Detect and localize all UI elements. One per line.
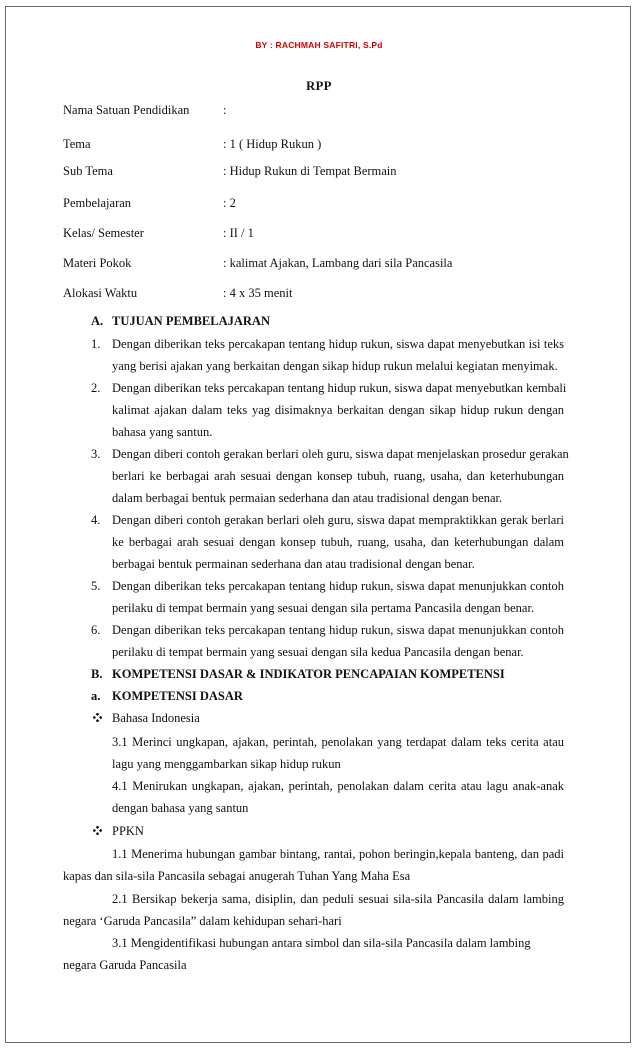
meta-value: : 1 ( Hidup Rukun ) [223,137,322,151]
list-item-line: Dengan diberikan teks percakapan tentang hidup rukun, siswa dapat menyebutkan isi teks [112,337,564,351]
competency-line: 3.1 Mengidentifikasi hubungan antara simbol dan sila-sila Pancasila dalam lambing [112,936,531,950]
list-item-line: yang berisi ajakan yang berkaitan dengan sikap hidup rukun melalui kegiatan menyimak. [112,359,558,373]
meta-value: : [223,103,227,117]
list-item-line: berbagai bentuk permainan sederhana dan atau tradisional dengan benar. [112,557,475,571]
list-item-line: Dengan diberikan teks percakapan tentang hidup rukun, siswa dapat menyebutkan kembali [112,381,567,395]
list-item-number: 6. [91,623,101,637]
meta-row [63,256,583,272]
competency-line: negara ‘Garuda Pancasila” dalam kehidupan sehari-hari [63,914,342,928]
meta-row [63,286,583,302]
list-item-line: Dengan diberikan teks percakapan tentang hidup rukun, siswa dapat menunjukkan contoh [112,623,564,637]
meta-value: : kalimat Ajakan, Lambang dari sila Pancasila [223,256,453,270]
section-a-letter: A. [91,314,104,328]
list-item-line: dalam berbagai bentuk permaian sederhana dan atau tradisional dengan benar. [112,491,503,505]
document-title: RPP [306,79,332,93]
section-a-heading: TUJUAN PEMBELAJARAN [112,314,270,328]
subject-name: Bahasa Indonesia [112,711,200,725]
meta-label: Tema [63,137,91,151]
competency-line: kapas dan sila-sila Pancasila sebagai anugerah Tuhan Yang Maha Esa [63,869,411,883]
meta-row [63,196,583,212]
list-item-line: perilaku di tempat bermain yang sesuai dengan sila pertama Pancasila dengan benar. [112,601,535,615]
meta-label: Sub Tema [63,164,113,178]
competency-line: 3.1 Merinci ungkapan, ajakan, perintah, penolakan yang terdapat dalam teks cerita atau [112,735,564,749]
list-item-number: 4. [91,513,101,527]
list-item-line: berlari ke berbagai arah sesuai dengan konsep tubuh, ruang, usaha, dan keterhubungan [112,469,564,483]
list-item-number: 1. [91,337,101,351]
list-item-line: bahasa yang santun. [112,425,213,439]
list-item-number: 3. [91,447,101,461]
competency-line: 1.1 Menerima hubungan gambar bintang, rantai, pohon beringin,kepala banteng, dan padi [112,847,564,861]
section-b-letter: B. [91,667,103,681]
list-item-number: 2. [91,381,101,395]
list-item-line: Dengan diberi contoh gerakan berlari oleh guru, siswa dapat mempraktikkan gerak berlari [112,513,564,527]
list-item-line: kalimat ajakan dalam teks yag disimaknya berkaitan dengan sikap hidup rukun dengan [112,403,564,417]
meta-row [63,226,583,242]
author-line: BY : RACHMAH SAFITRI, S.Pd [255,40,383,50]
meta-row [63,103,583,119]
meta-row [63,137,583,153]
meta-label: Nama Satuan Pendidikan [63,103,190,117]
list-item-line: Dengan diberi contoh gerakan berlari oleh guru, siswa dapat menjelaskan prosedur gerakan [112,447,569,461]
list-item-line: ke berbagai arah sesuai dengan konsep tubuh, ruang, usaha, dan keterhubungan dalam [112,535,564,549]
list-item-line: perilaku di tempat bermain yang sesuai dengan sila kedua Pancasila dengan benar. [112,645,524,659]
diamond-bullet-icon [93,826,102,835]
meta-value: : Hidup Rukun di Tempat Bermain [223,164,397,178]
competency-line: lagu yang menggambarkan sikap hidup rukun [112,757,341,771]
meta-label: Alokasi Waktu [63,286,138,300]
meta-label: Kelas/ Semester [63,226,144,240]
subject-name: PPKN [112,824,144,838]
section-b-heading: KOMPETENSI DASAR & INDIKATOR PENCAPAIAN KOMPETENSI [112,667,505,681]
meta-label: Materi Pokok [63,256,132,270]
competency-line: 2.1 Bersikap bekerja sama, disiplin, dan peduli sesuai sila-sila Pancasila dalam lambing [112,892,564,906]
competency-line: dengan bahasa yang santun [112,801,249,815]
meta-label: Pembelajaran [63,196,132,210]
list-item-line: Dengan diberikan teks percakapan tentang hidup rukun, siswa dapat menunjukkan contoh [112,579,564,593]
meta-row [63,164,583,180]
competency-line: 4.1 Menirukan ungkapan, ajakan, perintah, penolakan dalam cerita atau lagu anak-anak [112,779,564,793]
competency-line: negara Garuda Pancasila [63,958,187,972]
list-item-number: 5. [91,579,101,593]
meta-value: : 2 [223,196,236,210]
diamond-bullet-icon [93,713,102,722]
meta-value: : II / 1 [223,226,254,240]
subsection-letter: a. [91,689,101,703]
subsection-heading: KOMPETENSI DASAR [112,689,243,703]
meta-value: : 4 x 35 menit [223,286,293,300]
